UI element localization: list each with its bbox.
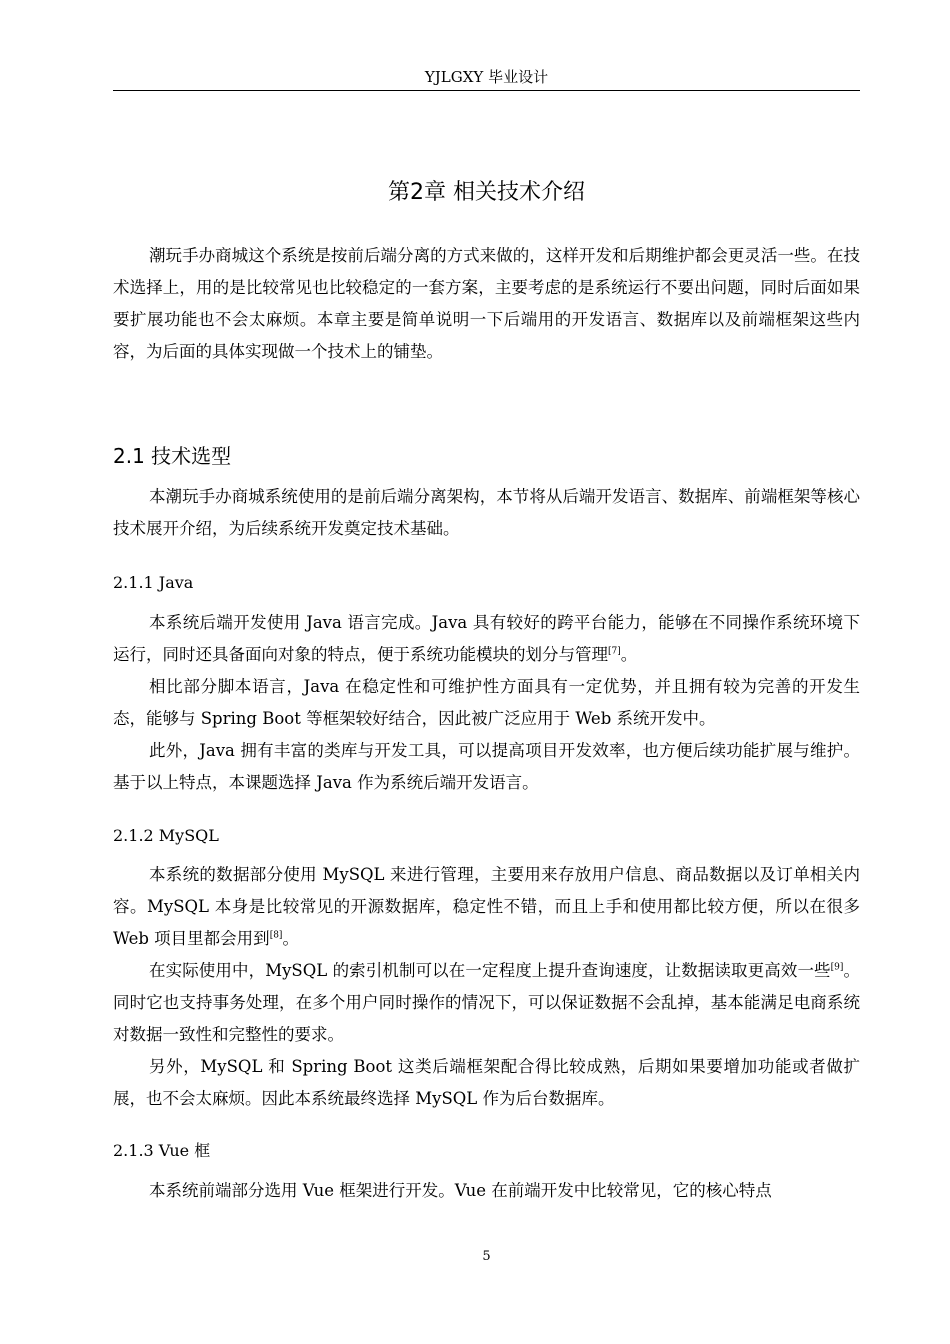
section-title-2-1: 2.1 技术选型 <box>113 444 232 468</box>
vue-paragraph-1: 本系统前端部分选用 Vue 框架进行开发。Vue 在前端开发中比较常见，它的核心特点 <box>149 1181 772 1200</box>
chapter-title: 第2章 相关技术介绍 <box>388 180 585 205</box>
mysql-paragraph-1 <box>113 859 860 955</box>
mysql-paragraph-3: 另外，MySQL 和 Spring Boot 这类后端框架配合得比较成熟，后期如果要增加功能或者做扩展，也不会太麻烦。因此本系统最终选择 MySQL 作为后台数据库。 <box>113 1057 860 1108</box>
citation-7: [7] <box>608 646 621 657</box>
subsection-title-mysql: 2.1.2 MySQL <box>113 826 219 845</box>
mysql-paragraph-1-text: 本系统的数据部分使用 MySQL 来进行管理，主要用来存放用户信息、商品数据以及订单相关内容。MySQL 本身是比较常见的开源数据库，稳定性不错，而且上手和使用都比较方便，所以在很多 Web 项目里都会用到 <box>113 865 860 948</box>
java-paragraph-1-text: 本系统后端开发使用 Java 语言完成。Java 具有较好的跨平台能力，能够在不同操作系统环境下运行，同时还具备面向对象的特点，便于系统功能模块的划分与管理 <box>113 613 860 664</box>
mysql-paragraph-1-end: 。 <box>282 929 299 948</box>
citation-8: [8] <box>269 930 283 941</box>
java-paragraph-1-end: 。 <box>620 645 638 664</box>
citation-9: [9] <box>830 962 844 973</box>
section-2-1-paragraph: 本潮玩手办商城系统使用的是前后端分离架构，本节将从后端开发语言、数据库、前端框架等核心技术展开介绍，为后续系统开发奠定技术基础。 <box>113 487 860 538</box>
mysql-paragraph-2-text: 在实际使用中，MySQL 的索引机制可以在一定程度上提升查询速度，让数据读取更高效一些 <box>149 961 831 980</box>
subsection-title-java: 2.1.1 Java <box>113 573 194 592</box>
running-header: YJLGXY 毕业设计 <box>424 68 549 86</box>
subsection-title-vue: 2.1.3 Vue 框 <box>113 1141 211 1160</box>
java-paragraph-1 <box>113 607 860 671</box>
page-number: 5 <box>482 1249 491 1264</box>
chapter-intro-paragraph: 潮玩手办商城这个系统是按前后端分离的方式来做的，这样开发和后期维护都会更灵活一些。在技术选择上，用的是比较常见也比较稳定的一套方案，主要考虑的是系统运行不要出问题，同时后面如果要扩展功能也不会太麻烦。本章主要是简单说明一下后端用的开发语言、数据库以及前端框架这些内容，为后面的具体实现做一个技术上的铺垫。 <box>113 246 860 361</box>
java-paragraph-3: 此外，Java 拥有丰富的类库与开发工具，可以提高项目开发效率，也方便后续功能扩展与维护。基于以上特点，本课题选择 Java 作为系统后端开发语言。 <box>113 741 860 792</box>
mysql-paragraph-2 <box>113 955 860 1051</box>
header-rule <box>113 90 860 91</box>
mysql-paragraph-2-end: 。同时它也支持事务处理，在多个用户同时操作的情况下，可以保证数据不会乱掉，基本能满足电商系统对数据一致性和完整性的要求。 <box>113 961 861 1044</box>
java-paragraph-2: 相比部分脚本语言，Java 在稳定性和可维护性方面具有一定优势，并且拥有较为完善的开发生态，能够与 Spring Boot 等框架较好结合，因此被广泛应用于 Web 系统开发中。 <box>113 677 860 728</box>
